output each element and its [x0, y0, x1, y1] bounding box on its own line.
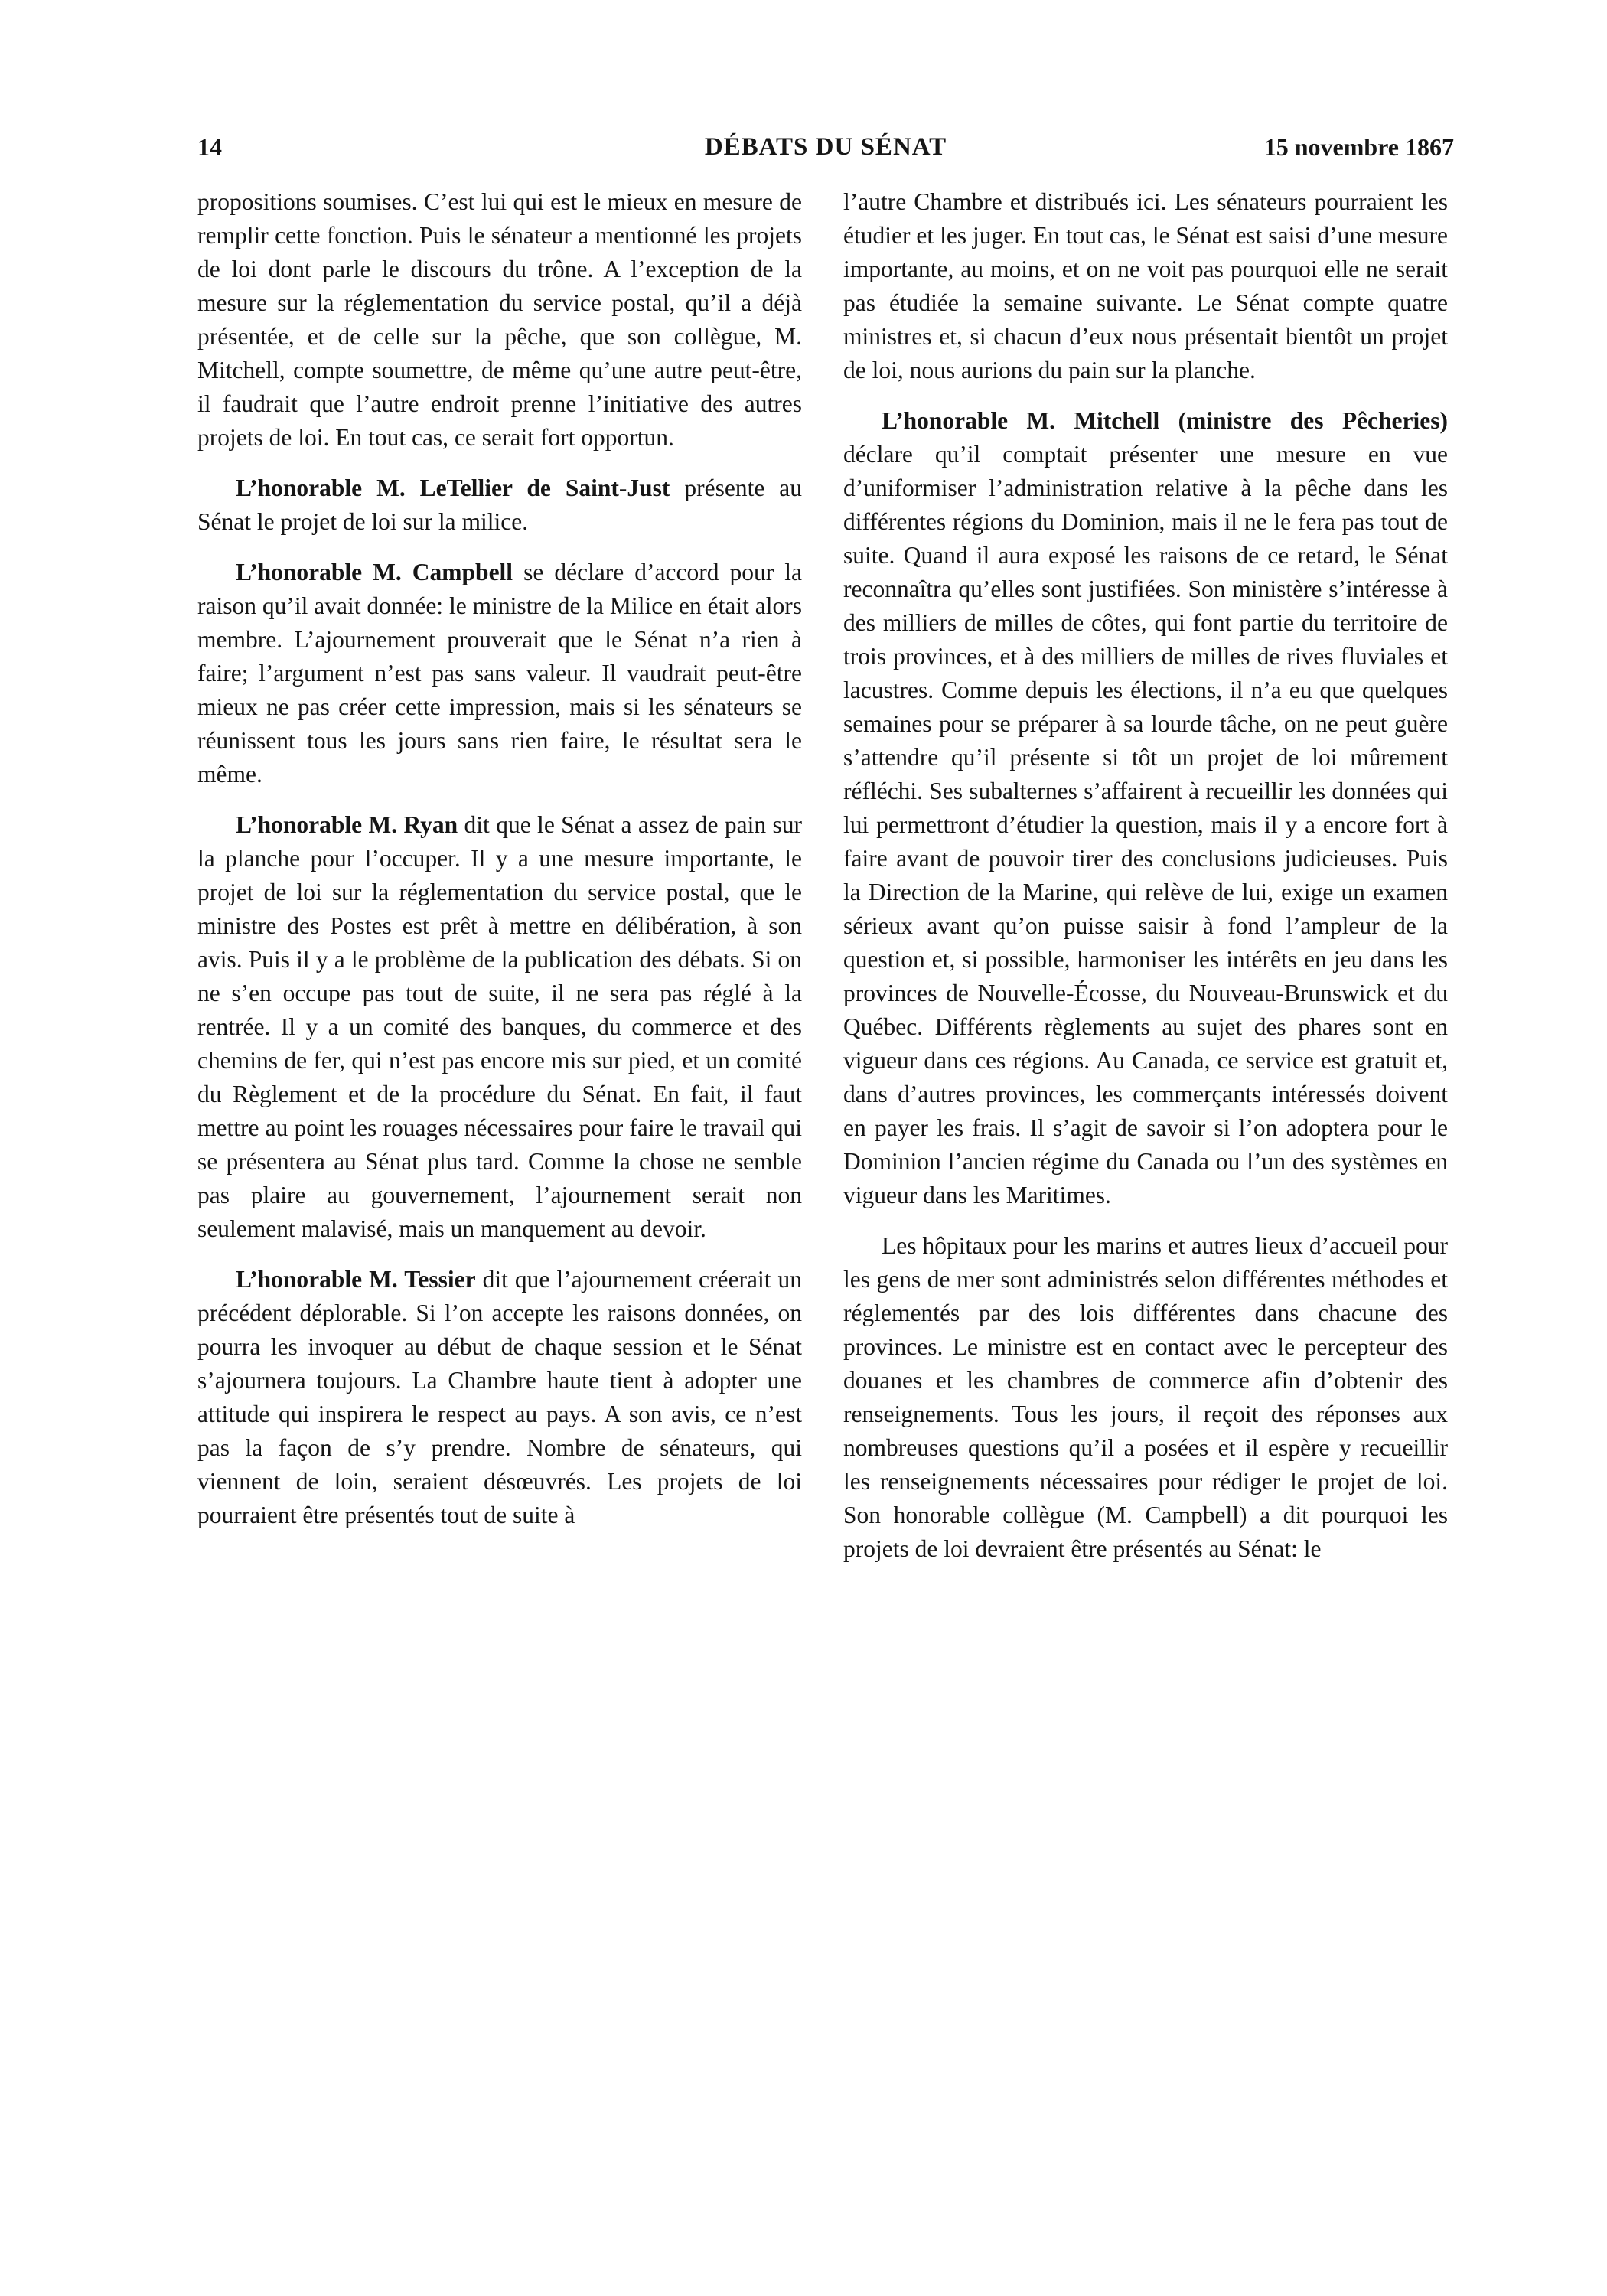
paragraph-text: l’autre Chambre et distribués ici. Les sénateurs pourraient les étudier et les juger. En tout cas, le Sénat est saisi d’une mesure importante, au moins, et on ne voit pas pourquoi elle ne serait pas étudiée la semaine suivante. Le Sénat compte quatre ministres et, si chacun d’eux nous présentait bientôt un projet de loi, nous aurions du pain sur la planche. — [843, 188, 1448, 383]
page-number: 14 — [197, 133, 222, 161]
paragraph-text: se déclare d’accord pour la raison qu’il avait donnée: le ministre de la Milice en était alors membre. L’ajournement prouverait que le Sénat n’a rien à faire; l’argument n’est pas sans valeur. Il vaudrait peut-être mieux ne pas créer cette impression, mais si les sénateurs se réunissent tous les jours sans rien faire, le résultat sera le même. — [197, 559, 802, 788]
running-head — [197, 133, 1454, 167]
issue-date: 15 novembre 1867 — [1263, 133, 1454, 161]
paragraph — [197, 471, 802, 539]
right-column — [843, 185, 1448, 1583]
paragraph-text: dit que le Sénat a assez de pain sur la planche pour l’occuper. Il y a une mesure importante, le projet de loi sur la réglementation du service postal, que le ministre des Postes est prêt à mettre en délibération, à son avis. Puis il y a le problème de la publication des débats. Si on ne s’en occupe pas tout de suite, il ne sera pas réglé à la rentrée. Il y a un comité des banques, du commerce et des chemins de fer, qui n’est pas encore mis sur pied, et un comité du Règlement et de la procédure du Sénat. En fait, il faut mettre au point les rouages nécessaires pour faire le travail qui se présentera au Sénat plus tard. Comme la chose ne semble pas plaire au gouvernement, l’ajournement serait non seulement malavisé, mais un manquement au devoir. — [197, 811, 802, 1242]
paragraph-text: propositions soumises. C’est lui qui est le mieux en mesure de remplir cette fonction. Puis le sénateur a mentionné les projets de loi dont parle le discours du trône. A l’exception de la mesure sur la réglementation du service postal, qu’il a déjà présentée, et de celle sur la pêche, que son collègue, M. Mitchell, compte soumettre, de même qu’une autre peut-être, il faudrait que l’autre endroit prenne l’initiative des autres projets de loi. En tout cas, ce serait fort opportun. — [197, 188, 802, 451]
paragraph-text: déclare qu’il comptait présenter une mesure en vue d’uniformiser l’administration relative à la pêche dans les différentes régions du Dominion, mais il ne le fera pas tout de suite. Quand il aura exposé les raisons de ce retard, le Sénat reconnaîtra qu’elles sont justifiées. Son ministère s’intéresse à des milliers de milles de côtes, qui font partie du territoire de trois provinces, et à des milliers de milles de rives fluviales et lacustres. Comme depuis les élections, il n’a eu que quelques semaines pour se préparer à sa lourde tâche, on ne peut guère s’attendre qu’il présente si tôt un projet de loi mûrement réfléchi. Ses subalternes s’affairent à recueillir les données qui lui permettront d’étudier la question, mais il y a encore fort à faire avant de pouvoir tirer des conclusions judicieuses. Puis la Direction de la Marine, qui relève de lui, exige un examen sérieux avant qu’on puisse saisir à fond l’ampleur de la question et, si possible, harmoniser les intérêts en jeu dans les provinces de Nouvelle-Écosse, du Nouveau-Brunswick et du Québec. Différents règlements au sujet des phares sont en vigueur dans ces régions. Au Canada, ce service est gratuit et, dans d’autres provinces, les commerçants intéressés doivent en payer les frais. Il s’agit de savoir si l’on adoptera pour le Dominion l’ancien régime du Canada ou l’un des systèmes en vigueur dans les Maritimes. — [843, 441, 1448, 1208]
paragraph-text: présente au Sénat le projet de loi sur la milice. — [197, 475, 802, 535]
paragraph — [843, 1229, 1448, 1566]
speaker-name: L’honorable M. Campbell — [236, 559, 513, 585]
speaker-name: L’honorable M. Ryan — [236, 811, 458, 838]
speaker-name: L’honorable M. Mitchell (ministre des Pêcheries) — [882, 407, 1448, 434]
paragraph — [197, 1263, 802, 1532]
paragraph — [843, 404, 1448, 1212]
paragraph-text: dit que l’ajournement créerait un précédent déplorable. Si l’on accepte les raisons données, on pourra les invoquer au début de chaque session et le Sénat s’ajournera toujours. La Chambre haute tient à adopter une attitude qui inspirera le respect au pays. A son avis, ce n’est pas la façon de s’y prendre. Nombre de sénateurs, qui viennent de loin, seraient désœuvrés. Les projets de loi pourraient être présentés tout de suite à — [197, 1266, 802, 1528]
paragraph — [197, 808, 802, 1246]
paragraph — [197, 556, 802, 791]
speaker-name: L’honorable M. Tessier — [236, 1266, 476, 1293]
left-column — [197, 185, 802, 1549]
publication-title: DÉBATS DU SÉNAT — [704, 133, 947, 161]
speaker-name: L’honorable M. LeTellier de Saint-Just — [236, 475, 670, 501]
paragraph — [843, 185, 1448, 387]
paragraph-text: Les hôpitaux pour les marins et autres lieux d’accueil pour les gens de mer sont administrés selon différentes méthodes et réglementés par des lois différentes dans chacune des provinces. Le ministre est en contact avec le percepteur des douanes et les chambres de commerce afin d’obtenir des renseignements. Tous les jours, il reçoit des réponses aux nombreuses questions qu’il a posées et il espère y recueillir les renseignements nécessaires pour rédiger le projet de loi. Son honorable collègue (M. Campbell) a dit pourquoi les projets de loi devraient être présentés au Sénat: le — [843, 1232, 1448, 1562]
paragraph — [197, 185, 802, 455]
